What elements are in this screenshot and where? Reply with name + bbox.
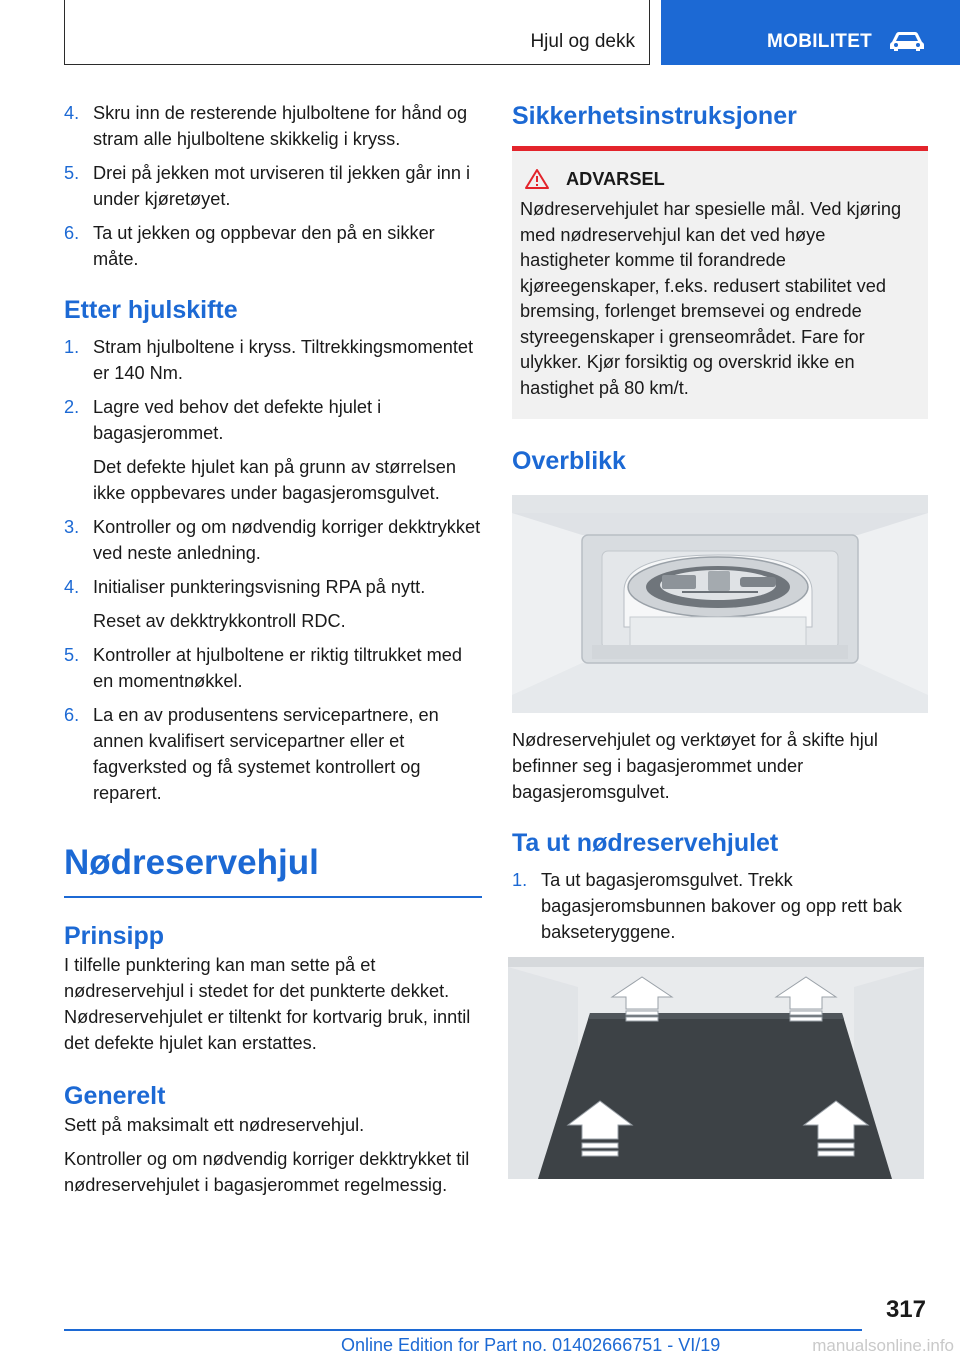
generelt-text-1: Sett på maksimalt ett nødreservehjul. xyxy=(64,1115,365,1135)
list-item: 1. Ta ut bagasjeromsgulvet. Trekk bagasjeromsbunnen bakover og opp rett bak bakseteryggene. xyxy=(512,870,902,942)
header-section-title: Hjul og dekk xyxy=(530,31,635,52)
prinsipp-text: I tilfelle punktering kan man sette på et nødreservehjul i stedet for det punkterte dekket. Nødreservehjulet er tiltenkt for kortvarig bruk, inntil det defekte hjulet kan erstattes. xyxy=(64,955,471,1053)
left-column xyxy=(64,100,482,1198)
heading-nodreservehjul: Nødreservehjul xyxy=(64,843,319,882)
heading-overblikk: Overblikk xyxy=(512,447,626,475)
heading-generelt: Generelt xyxy=(64,1082,166,1110)
list-item: 3. Kontroller og om nødvendig korriger dekktrykket ved neste anledning. xyxy=(64,517,481,563)
heading-sikkerhetsinstruksjoner: Sikkerhetsinstruksjoner xyxy=(512,102,797,130)
list-item: 4. Initialiser punkteringsvisning RPA på nytt. Reset av dekktrykkontroll RDC. xyxy=(64,577,426,631)
car-icon xyxy=(889,30,925,52)
trunk-floor-illustration xyxy=(508,957,924,1179)
generelt-text-2: Kontroller og om nødvendig korriger dekktrykket til nødreservehjulet i bagasjerommet regelmessig. xyxy=(64,1149,470,1195)
header-section-box xyxy=(64,0,650,65)
heading-rule xyxy=(64,896,482,898)
warning-text: Nødreservehjulet har spesielle mål. Ved kjøring med nødreservehjul kan det ved høye hastigheter komme til forandrede kjøreegenskaper, f.eks. redusert stabilitet ved bremsing, forlenget bremsevei og endrede styreegenskaper i grenseområdet. Fare for ulykker. Kjør forsiktig og overskrid ikke en hastighet på 80 km/t. xyxy=(520,199,902,398)
heading-prinsipp: Prinsipp xyxy=(64,922,165,950)
overblikk-text: Nødreservehjulet og verktøyet for å skifte hjul befinner seg i bagasjerommet under bagasjeromsgulvet. xyxy=(512,730,878,802)
page-number: 317 xyxy=(885,1296,926,1323)
steps-list-ta-ut xyxy=(512,867,928,945)
header-chapter-title: MOBILITET xyxy=(767,31,873,52)
heading-etter-hjulskifte: Etter hjulskifte xyxy=(64,296,238,324)
list-item: 2. Lagre ved behov det defekte hjulet i bagasjerommet. Det defekte hjulet kan på grunn av størrelsen ikke oppbevares under bagasjeromsgulvet. xyxy=(64,397,456,503)
list-item: 1. Stram hjulboltene i kryss. Tiltrekkingsmomentet er 140 Nm. xyxy=(64,337,474,383)
list-item: 4. Skru inn de resterende hjulboltene for hånd og stram alle hjulboltene skikkelig i kryss. xyxy=(64,103,468,149)
list-item: 5. Drei på jekken mot urviseren til jekken går inn i under kjøretøyet. xyxy=(64,163,471,209)
warning-triangle-icon xyxy=(524,168,550,190)
warning-label: ADVARSEL xyxy=(566,168,665,189)
header-chapter-tab[interactable] xyxy=(661,0,960,65)
footer-watermark: manualsonline.info xyxy=(812,1336,954,1355)
steps-list-b xyxy=(64,334,482,806)
list-item: 6. Ta ut jekken og oppbevar den på en sikker måte. xyxy=(64,223,435,269)
right-column xyxy=(512,100,928,1179)
warning-title xyxy=(520,165,920,193)
list-item: 5. Kontroller at hjulboltene er riktig tiltrukket med en momentnøkkel. xyxy=(64,645,462,691)
list-item: 6. La en av produsentens servicepartnere, en annen kvalifisert servicepartner eller et fagverksted og få systemet kontrollert og reparert. xyxy=(64,705,439,803)
warning-box xyxy=(512,151,928,419)
footer-edition: Online Edition for Part no. 01402666751 - VI/19 xyxy=(341,1335,721,1355)
heading-ta-ut: Ta ut nødreservehjulet xyxy=(512,829,779,857)
steps-list-a xyxy=(64,100,482,272)
spare-wheel-compartment-illustration xyxy=(512,495,928,713)
footer-rule xyxy=(64,1329,862,1331)
